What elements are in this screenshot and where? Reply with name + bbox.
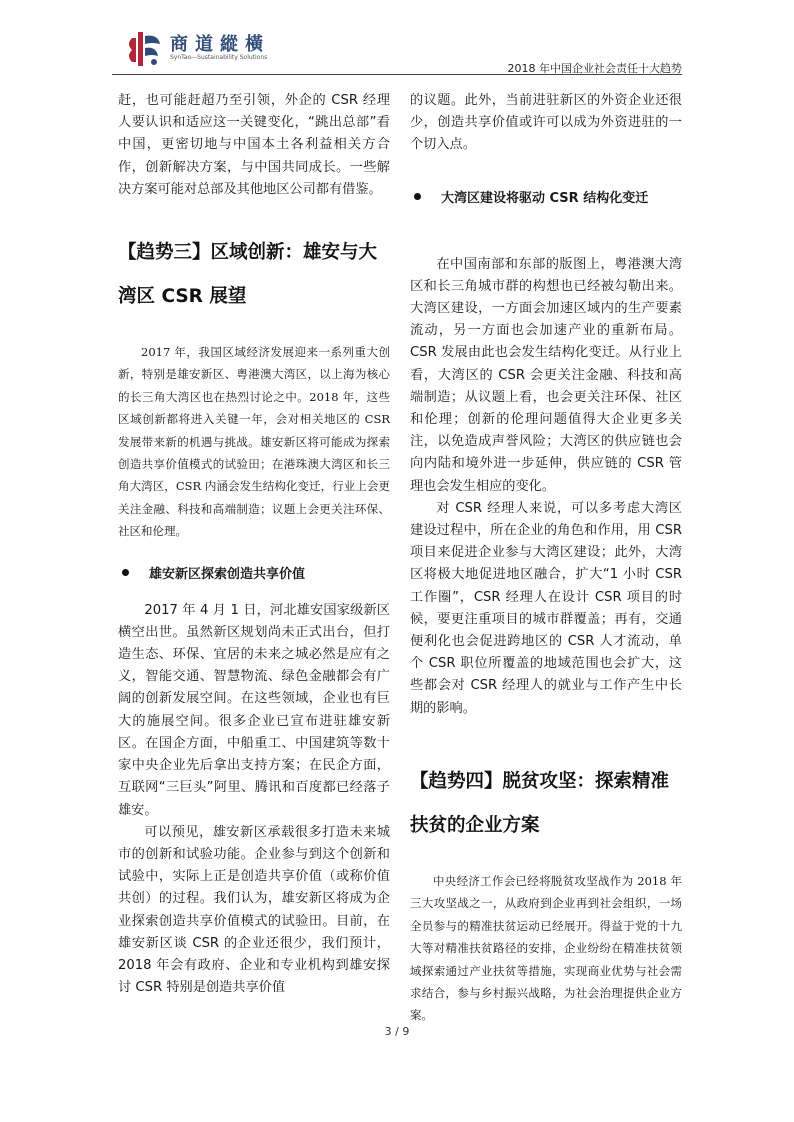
paragraph: 2017 年 4 月 1 日，河北雄安国家级新区横空出世。虽然新区规划尚未正式出台，但打造生态、环保、宜居的未来之城必然是应有之义，智能交通、智慧物流、绿色金融都会有广阔的创新发展空间。在这些领域，企业也有巨大的施展空间。很多企业已宣布进驻雄安新区。在国企方面，中船重工、中国建筑等数十家中央企业先后拿出支持方案；在民企方面，互联网“三巨头”阿里、腾讯和百度都已经落子雄安。: [118, 602, 390, 818]
brand-tagline: SynTao—Sustainability Solutions: [170, 54, 268, 61]
paragraph: 赶，也可能赶超乃至引领，外企的 CSR 经理人要认识和适应这一关键变化，“跳出总部”看中国，更密切地与中国本土各利益相关方合作，创新解决方案，与中国共同成长。一些解决方案可能对总部及其他地区公司都有借鉴。: [118, 93, 390, 197]
bullet-heading: [410, 187, 682, 206]
page-number: 3 / 9: [384, 1025, 410, 1038]
bullet-dot-icon: [414, 193, 421, 200]
trend3-intro: 2017 年，我国区域经济发展迎来一系列重大创新，特别是雄安新区、粤港澳大湾区，以上海为核心的长三角大湾区也在热烈讨论之中。2018 年，这些区域创新都将进入关键一年，会对相关地区的 CSR 发展带来新的机遇与挑战。雄安新区将可能成为探索创造共享价值模式的试验田；在港珠澳大湾区和长三角大湾区，CSR 内涵会发生结构化变迁，行业上会更关注金融、科技和高端制造；议题上会更关注环保、社区和伦理。: [118, 345, 390, 539]
trend3-heading: 【趋势三】区域创新：雄安与大湾区 CSR 展望: [118, 242, 378, 308]
paragraph: 的议题。此外，当前进驻新区的外资企业还很少，创造共享价值或许可以成为外资进驻的一个切入点。: [410, 93, 682, 153]
right-column: [410, 90, 682, 1027]
bullet-dot-icon: [122, 569, 129, 576]
bullet-heading: [118, 563, 390, 582]
left-column: [118, 90, 390, 999]
brand-name: 商道縱橫: [170, 34, 270, 55]
page-header: [112, 26, 682, 75]
paragraph: 对 CSR 经理人来说，可以多考虑大湾区建设过程中，所在企业的角色和作用，用 CSR 项目来促进企业参与大湾区建设；此外，大湾区将极大地促进地区融合，扩大“1 小时 CSR 工作圈”，CSR 经理人在设计 CSR 项目的时候，要更注重项目的城市群覆盖；再有，交通便利化也会促进跨地区的 CSR 人才流动，单个 CSR 职位所覆盖的地域范围也会扩大，这些都会对 CSR 经理人的就业与工作产生中长期的影响。: [410, 500, 682, 716]
report-title: 2018 年中国企业社会责任十大趋势: [507, 62, 682, 75]
bullet-heading-text: 大湾区建设将驱动 CSR 结构化变迁: [441, 190, 649, 206]
trend4-heading: 【趋势四】脱贫攻坚：探索精准扶贫的企业方案: [410, 770, 670, 836]
bullet-heading-text: 雄安新区探索创造共享价值: [149, 566, 306, 582]
paragraph: 在中国南部和东部的版图上，粤港澳大湾区和长三角城市群的构想也已经被勾勒出来。大湾区建设，一方面会加速区域内的生产要素流动，另一方面也会加速产业的重新布局。CSR 发展由此也会发生结构化变迁。从行业上看，大湾区的 CSR 会更关注金融、科技和高端制造；从议题上看，也会更关注环保、社区和伦理；创新的伦理问题值得大企业更多关注，以免造成声誉风险；大湾区的供应链也会向内陆和境外进一步延伸，供应链的 CSR 管理也会发生相应的变化。: [410, 256, 682, 494]
trend4-intro: 中央经济工作会已经将脱贫攻坚战作为 2018 年三大攻坚战之一，从政府到企业再到社会组织，一场全员参与的精准扶贫运动已经展开。得益于党的十九大等对精准扶贫路径的安排，企业纷纷在精准扶贫领域探索通过产业扶贫等措施，实现商业优势与社会需求结合，参与乡村振兴战略，为社会治理提供企业方案。: [410, 873, 682, 1023]
paragraph: 可以预见，雄安新区承载很多打造未来城市的创新和试验功能。企业参与到这个创新和试验中，实际上正是创造共享价值（或称价值共创）的过程。我们认为，雄安新区将成为企业探索创造共享价值模式的试验田。目前，在雄安新区谈 CSR 的企业还很少，我们预计，2018 年会有政府、企业和专业机构到雄安探讨 CSR 特别是创造共享价值: [118, 824, 390, 996]
header-divider: [112, 74, 682, 75]
syntao-logo-icon: [124, 30, 164, 68]
